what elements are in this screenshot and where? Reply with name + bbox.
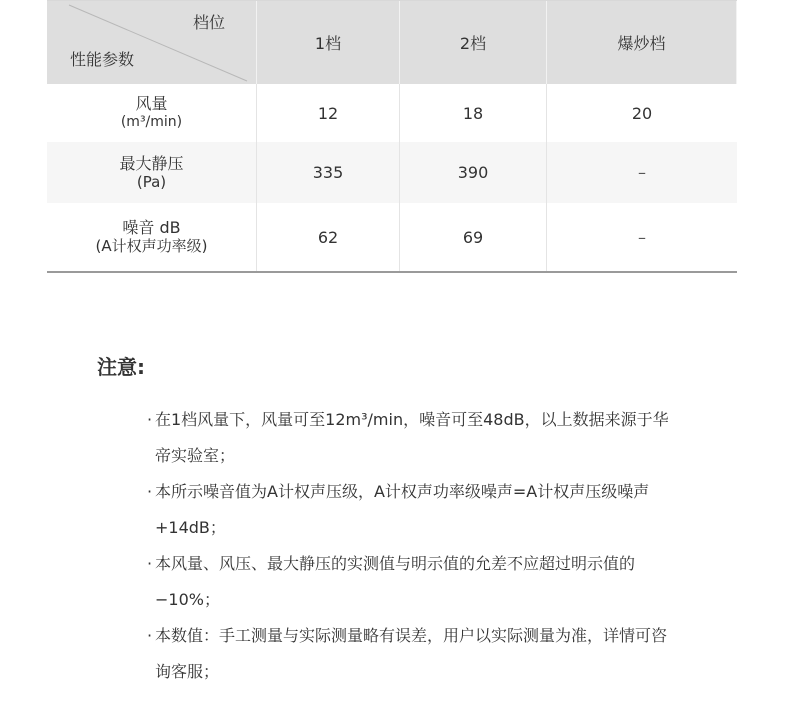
note-text: 本数值：手工测量与实际测量略有误差，用户以实际测量为准，详情可咨询客服； [155, 626, 668, 681]
table-row-airflow [47, 84, 737, 142]
performance-table [47, 0, 737, 273]
notes-section [97, 352, 717, 681]
bullet-mark: · [147, 410, 153, 429]
row-label-cell [47, 84, 257, 142]
table-cell: 69 [400, 203, 547, 271]
bullet-mark: · [147, 554, 153, 573]
table-cell: – [638, 227, 646, 247]
notes-list [147, 402, 677, 690]
row-unit: (Pa) [136, 172, 167, 191]
list-item [147, 402, 677, 474]
table-cell: 20 [631, 103, 653, 123]
row-unit: (A计权声功率级) [95, 237, 208, 255]
note-text: 在1档风量下，风量可至12m³/min，噪音可至48dB，以上数据来源于华帝实验室； [155, 410, 669, 465]
table-cell: 12 [257, 84, 400, 142]
column-header-gear-2: 2档 [400, 1, 547, 84]
column-header-boost: 爆炒档 [547, 1, 737, 84]
row-label: 风量 [135, 94, 168, 113]
table-cell: 18 [400, 84, 547, 142]
table-cell: 390 [400, 142, 547, 203]
notes-title: 注意: [97, 355, 145, 379]
row-label-cell [47, 203, 257, 271]
table-cell: – [638, 163, 646, 182]
bullet-mark: · [147, 626, 153, 645]
note-text: 本所示噪音值为A计权声压级，A计权声功率级噪声=A计权声压级噪声+14dB； [155, 482, 650, 537]
list-item [147, 546, 677, 618]
list-item [147, 618, 677, 690]
table-row-static-pressure [47, 142, 737, 203]
row-unit: (m³/min) [120, 114, 183, 130]
table-cell: 62 [257, 203, 400, 271]
column-header-gear-1: 1档 [257, 1, 400, 84]
table-row-noise [47, 203, 737, 271]
diagonal-divider [47, 1, 257, 84]
row-label-cell [47, 142, 257, 203]
note-text: 本风量、风压、最大静压的实测值与明示值的允差不应超过明示值的−10%； [155, 554, 636, 609]
row-label: 噪音 dB [122, 218, 181, 237]
corner-param-label: 性能参数 [70, 50, 135, 69]
header-corner-cell [47, 1, 257, 84]
corner-gear-label: 档位 [193, 13, 226, 32]
table-header-row [47, 1, 737, 84]
list-item [147, 474, 677, 546]
table-cell: 335 [257, 142, 400, 203]
row-label: 最大静压 [119, 153, 184, 173]
bullet-mark: · [147, 482, 153, 501]
